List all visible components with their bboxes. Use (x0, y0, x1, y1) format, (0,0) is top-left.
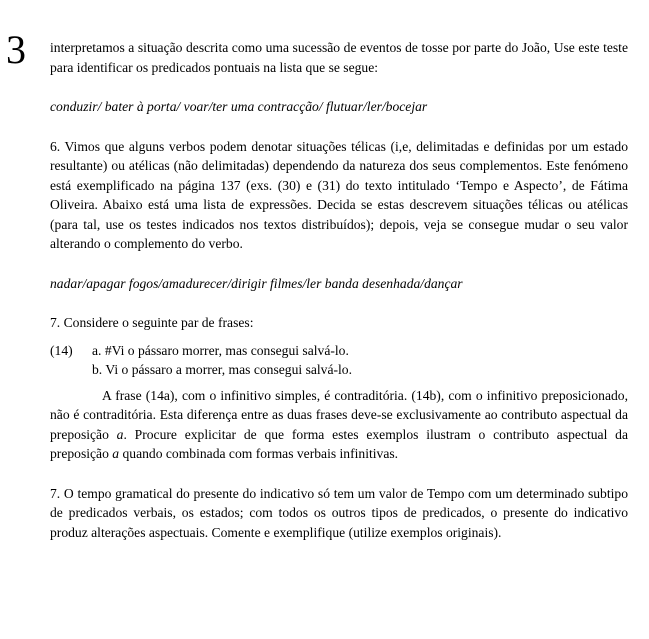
example-14b: b. Vi o pássaro a morrer, mas consegui salvá-lo. (92, 362, 352, 377)
example-14 (50, 341, 628, 361)
q7-text-1: A frase (14a), com o infinitivo simples, é contraditória. (14b), com o infinitivo preposicionado, não é contraditória. Esta diferença entre as duas frases deve-se exclusivamente ao contributo aspectual da preposição (50, 387, 628, 442)
example-14a: a. #Vi o pássaro morrer, mas consegui salvá-lo. (92, 342, 349, 358)
document-body (50, 38, 628, 542)
question-6: 6. Vimos que alguns verbos podem denotar situações télicas (i,e, delimitadas e definidas por um estado resultante) ou atélicas (não delimitadas) dependendo da natureza dos seus complementos. Este fenómeno está exemplificado na página 137 (exs. (30) e (31) do texto intitulado ‘Tempo e Aspecto’, de Fátima Oliveira. Abaixo está uma lista de expressões. Decida se estas descrevem situações télicas ou atélicas (para tal, use os testes indicados nos textos distribuídos); depois, veja se consegue mudar o seu valor alterando o complemento do verbo. (50, 138, 628, 251)
q7-text-3: quando combinada com formas verbais infinitivas. (119, 446, 399, 461)
page-number: 3 (6, 27, 26, 72)
paragraph-intro: interpretamos a situação descrita como uma sucessão de eventos de tosse por parte do João, Use este teste para identificar os predicados pontuais na lista que se segue: (50, 40, 628, 75)
question-7-second: 7. O tempo gramatical do presente do indicativo só tem um valor de Tempo com um determinado subtipo de predicados verbais, os estados; com todos os outros tipos de predicados, o presente do indicativo produz alterações aspectuais. Comente e exemplifique (utilize exemplos originais). (50, 485, 628, 540)
expression-list-2: nadar/apagar fogos/amadurecer/dirigir filmes/ler banda desenhada/dançar (50, 275, 463, 291)
q7-preposition-1: a (116, 426, 124, 442)
question-7-intro: 7. Considere o seguinte par de frases: (50, 315, 254, 330)
q7-text-2: . Procure explicitar de que forma estes exemplos ilustram o contributo aspectual da preposição (50, 426, 628, 461)
question-7-body (50, 386, 628, 464)
example-number: (14) (50, 342, 73, 358)
predicate-list-1: conduzir/ bater à porta/ voar/ter uma contracção/ flutuar/ler/bocejar (50, 99, 428, 114)
q7-preposition-2: a (112, 446, 120, 461)
